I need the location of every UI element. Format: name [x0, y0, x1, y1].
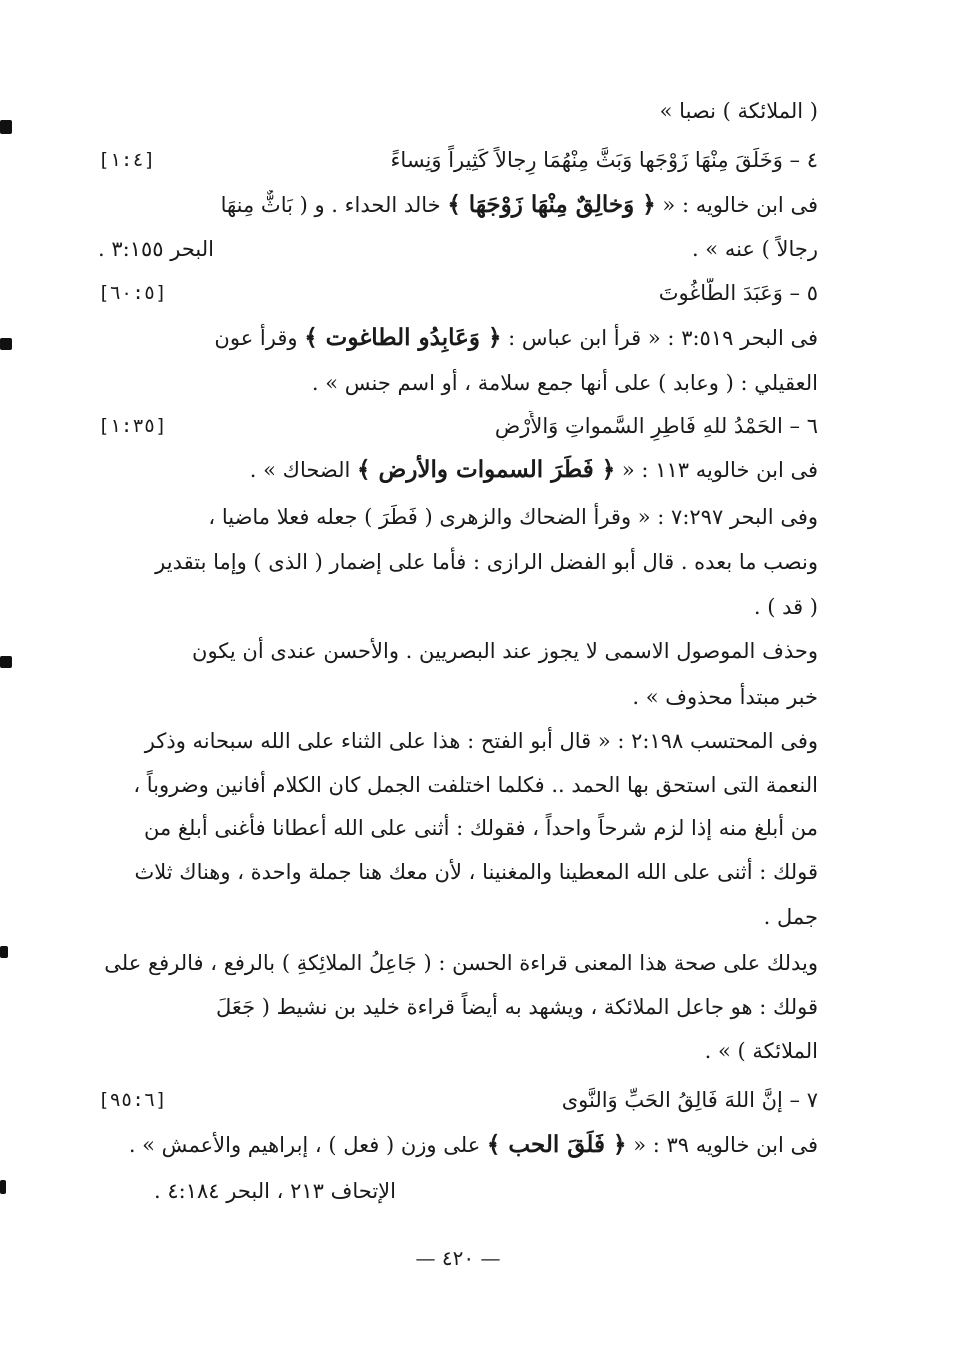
line-text: فى البحر ٣:٥١٩ : « قرأ ابن عباس :	[501, 326, 818, 350]
text-line	[98, 547, 818, 577]
line-text: قولك : هو جاعل الملائكة ، ويشهد به أيضاً قراءة خليد بن نشيط ( جَعَلَ	[216, 995, 818, 1019]
line-text: رجالاً ) عنه » .	[691, 237, 818, 261]
verse-reference: [١:٣٥]	[98, 415, 167, 437]
verse-reference: [٩٥:٦]	[98, 1089, 167, 1111]
verse-line	[98, 145, 818, 175]
text-line	[98, 636, 818, 666]
line-text: فى ابن خالويه ٣٩ : «	[626, 1133, 818, 1157]
source-citation: الإتحاف ٢١٣ ، البحر ٤:١٨٤ .	[154, 1179, 396, 1203]
scan-edge-mark	[0, 120, 12, 134]
line-text: ( قد ) .	[753, 595, 818, 619]
verse-line	[98, 1085, 818, 1115]
scan-edge-mark	[0, 656, 12, 668]
source-citation: البحر ٣:١٥٥ .	[98, 237, 214, 261]
reading-highlight: ﴿ وَخالِقٌ مِنْهَا زَوْجَهَا ﴾	[447, 191, 656, 218]
line-text: فى ابن خالويه : «	[655, 193, 818, 217]
line-text: على وزن ( فعل ) ، إبراهيم والأعمش » .	[128, 1133, 487, 1157]
text-line	[98, 902, 818, 932]
scan-edge-mark	[0, 1180, 6, 1194]
text-line	[98, 455, 818, 485]
verse-text: ٥ – وَعَبَدَ الطَّاغُوتَ	[658, 281, 818, 305]
line-text: خالد الحداء . و ( بَاثٌّ مِنهَا	[220, 193, 448, 217]
text-line	[98, 1130, 818, 1160]
reading-highlight: ﴿ فَلَقَ الحب ﴾	[486, 1131, 627, 1158]
line-text: ونصب ما بعده . قال أبو الفضل الرازى : فأما على إضمار ( الذى ) وإما بتقدير	[155, 550, 818, 574]
text-line	[98, 190, 818, 220]
text-line	[98, 813, 818, 843]
text-line	[98, 770, 818, 800]
text-line	[98, 948, 818, 978]
line-text: جمل .	[763, 905, 818, 929]
line-text: فى ابن خالويه ١١٣ : «	[615, 458, 818, 482]
verse-text: ٤ – وَخَلَقَ مِنْهَا زَوْجَها وَبَثَّ مِنْهُمَا رِجالاً كَثِيراً وَنِساءً	[390, 148, 818, 172]
line-text: وحذف الموصول الاسمى لا يجوز عند البصريين . والأحسن عندى أن يكون	[192, 639, 818, 663]
source-citation-line	[96, 1176, 396, 1206]
line-text: من أبلغ منه إذا لزم شرحاً واحداً ، فقولك : أثنى على الله أعطانا فأغنى أبلغ من	[143, 816, 818, 840]
verse-line	[98, 411, 818, 441]
text-line	[98, 323, 818, 353]
line-text: خبر مبتدأ محذوف » .	[632, 685, 818, 709]
text-line	[98, 96, 818, 126]
reading-highlight: ﴿ فَطَرَ السموات والأرض ﴾	[357, 456, 616, 483]
verse-reference: [١:٤]	[98, 149, 156, 171]
text-line	[98, 1036, 818, 1066]
scan-edge-mark	[0, 946, 8, 958]
text-line	[98, 234, 818, 264]
text-line	[98, 992, 818, 1022]
verse-reference: [٦٠:٥]	[98, 282, 167, 304]
line-text: ويدلك على صحة هذا المعنى قراءة الحسن : ( جَاعِلُ الملائِكةِ ) بالرفع ، فالرفع على	[104, 951, 818, 975]
page-number: — ٤٢٠ —	[415, 1246, 501, 1270]
text-line	[98, 726, 818, 756]
line-text: الضحاك » .	[249, 458, 358, 482]
text-line	[98, 682, 818, 712]
verse-text: ٦ – الحَمْدُ للهِ فَاطِرِ السَّمواتِ وَالأَرْضِ	[494, 414, 818, 438]
line-text: وفى البحر ٧:٢٩٧ : « وقرأ الضحاك والزهرى ( فَطَرَ ) جعله فعلا ماضيا ،	[208, 505, 818, 529]
text-line	[98, 502, 818, 532]
line-text: النعمة التى استحق بها الحمد .. فكلما اختلفت الجمل كان الكلام أفانين وضروباً ،	[133, 773, 818, 797]
scan-edge-mark	[0, 338, 12, 350]
verse-text: ٧ – إنَّ اللهَ فَالِقُ الحَبِّ وَالنَّوى	[561, 1088, 818, 1112]
verse-line	[98, 278, 818, 308]
line-text: وفى المحتسب ٢:١٩٨ : « قال أبو الفتح : هذا على الثناء على الله سبحانه وذكر	[144, 729, 818, 753]
text-line	[98, 368, 818, 398]
reading-highlight: ﴿ وَعَابِدُو الطاغوت ﴾	[304, 324, 502, 351]
line-text: الملائكة ) » .	[704, 1039, 818, 1063]
line-text: وقرأ عون	[214, 326, 305, 350]
line-text: قولك : أثنى على الله المعطينا والمغنينا ، لأن معك هنا جملة واحدة ، وهناك ثلاث	[134, 860, 818, 884]
line-text: ( الملائكة ) نصبا »	[659, 99, 818, 123]
text-line	[98, 857, 818, 887]
text-line	[98, 592, 818, 622]
line-text: العقيلي : ( وعابد ) على أنها جمع سلامة ، أو اسم جنس » .	[311, 371, 818, 395]
